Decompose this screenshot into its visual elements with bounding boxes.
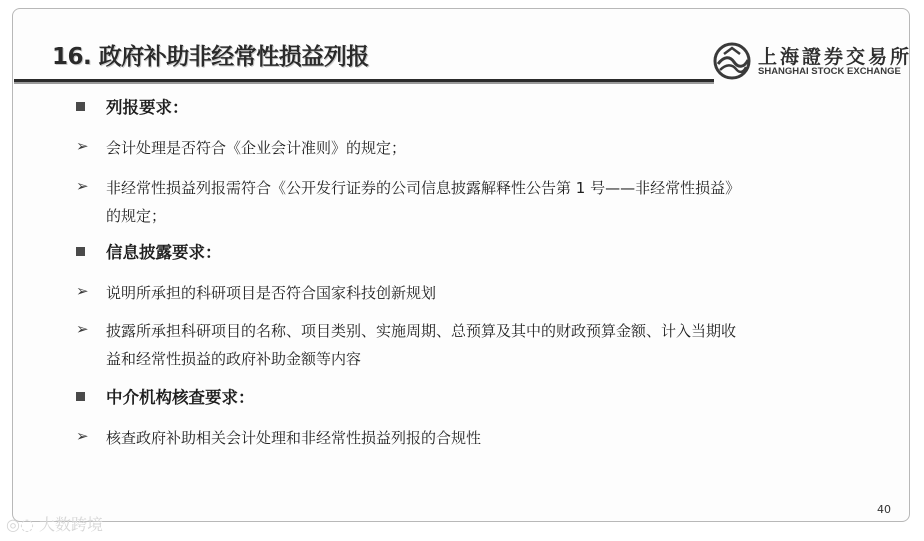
- list-item-text-continued: 益和经常性损益的政府补助金额等内容: [106, 350, 362, 368]
- slide-title: 16. 政府补助非经常性损益列报: [52, 44, 369, 70]
- list-item-text: 说明所承担的科研项目是否符合国家科技创新规划: [106, 284, 437, 302]
- logo-english-name: SHANGHAI STOCK EXCHANGE: [758, 66, 901, 77]
- sse-logo-icon: [712, 42, 752, 80]
- logo-chinese-name: 上海證券交易所: [758, 46, 913, 68]
- section-bullet-square: [76, 247, 85, 256]
- arrow-bullet-icon: ➢: [76, 427, 89, 445]
- title-underline-shadow: [14, 82, 714, 84]
- arrow-bullet-icon: ➢: [76, 177, 89, 195]
- list-item-text: 核查政府补助相关会计处理和非经常性损益列报的合规性: [106, 429, 482, 447]
- watermark-text: [6, 512, 103, 535]
- list-item-text-continued: 的规定；: [106, 207, 167, 225]
- arrow-bullet-icon: ➢: [76, 137, 89, 155]
- list-item-text: 会计处理是否符合《企业会计准则》的规定；: [106, 139, 407, 157]
- section-bullet-square: [76, 102, 85, 111]
- arrow-bullet-icon: ➢: [76, 320, 89, 338]
- page-number: 40: [877, 503, 891, 516]
- watermark-icon: ◎◌: [6, 515, 40, 534]
- section-heading-disclosure: 信息披露要求：: [106, 243, 222, 262]
- list-item-text: 披露所承担科研项目的名称、项目类别、实施周期、总预算及其中的财政预算金额、计入当期收: [106, 322, 737, 340]
- sse-logo: [712, 40, 913, 84]
- watermark-label: 大数跨境: [39, 515, 104, 534]
- list-item-text: 非经常性损益列报需符合《公开发行证券的公司信息披露解释性公告第 1 号——非经常性损益》: [106, 179, 741, 197]
- section-heading-intermediary: 中介机构核查要求：: [106, 388, 255, 407]
- section-bullet-square: [76, 392, 85, 401]
- section-heading-listing: 列报要求：: [106, 98, 189, 117]
- arrow-bullet-icon: ➢: [76, 282, 89, 300]
